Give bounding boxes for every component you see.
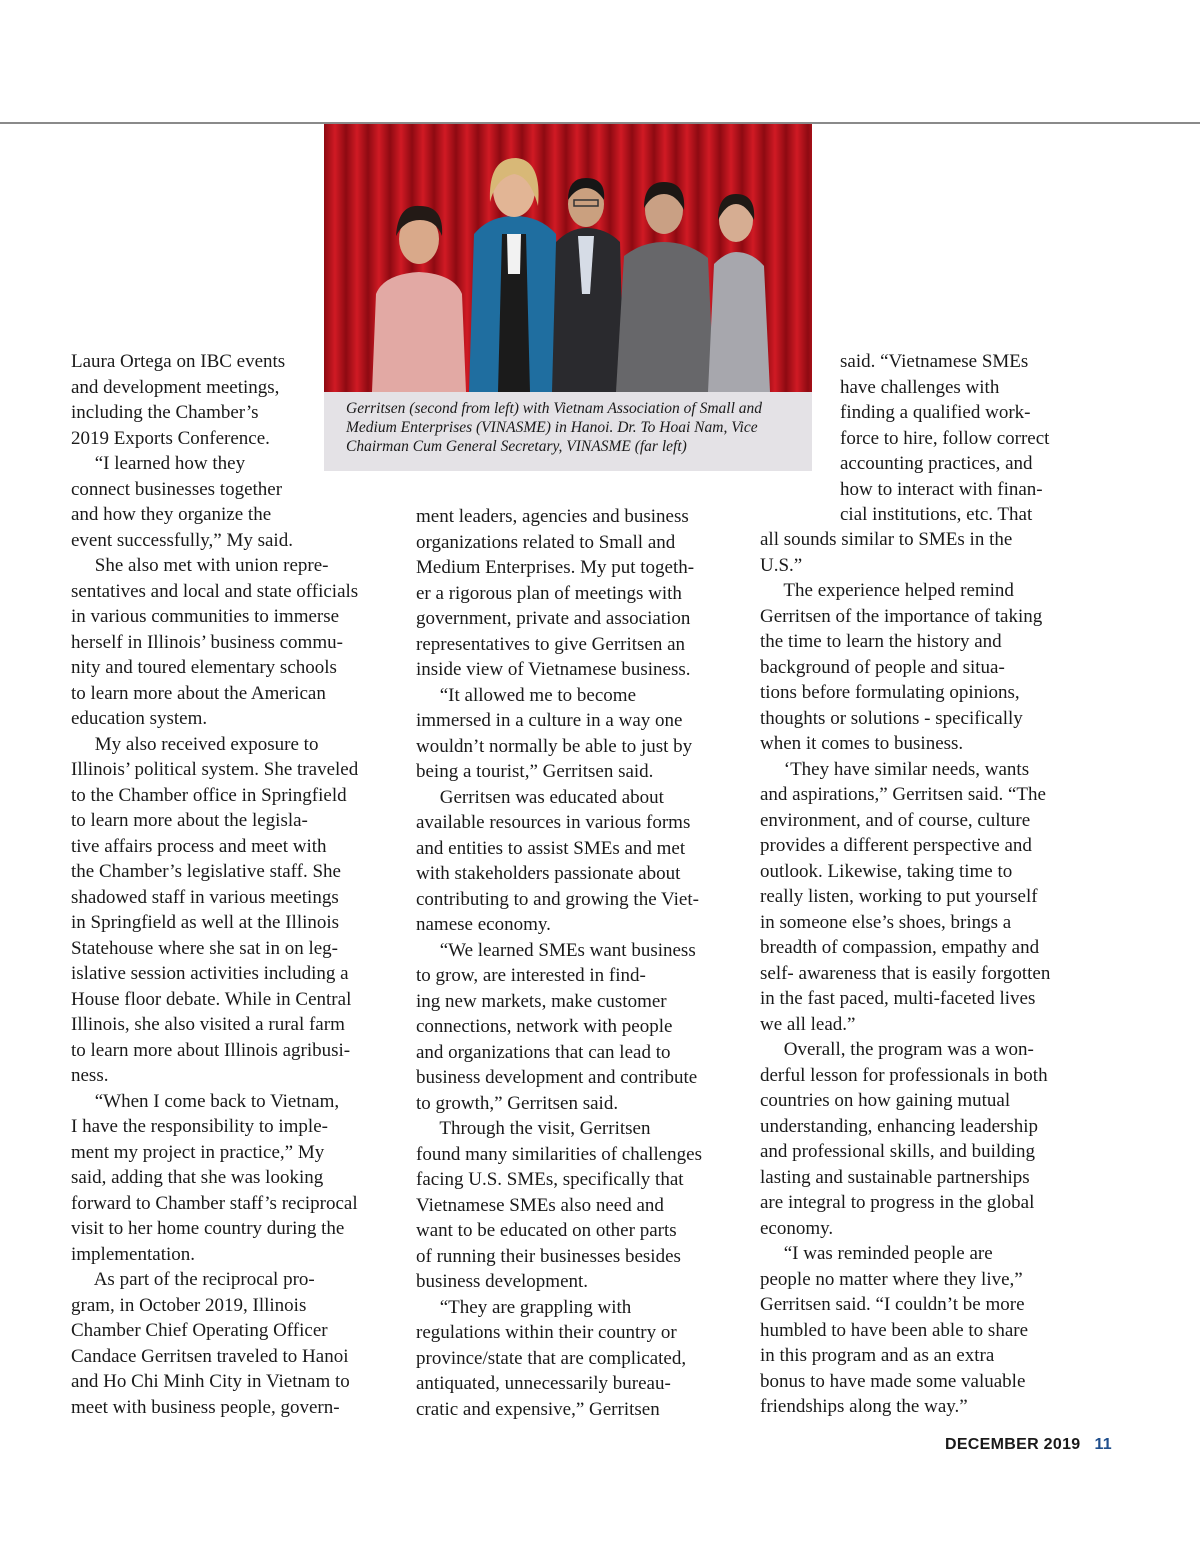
- text-line: gram, in October 2019, Illinois: [71, 1294, 307, 1316]
- text-line: tions before formulating opinions,: [760, 682, 1020, 703]
- text-line: in Springfield as well at the Illinois: [71, 912, 340, 933]
- text-line: implementation.: [71, 1243, 196, 1265]
- text-line: sentatives and local and state officials: [71, 580, 359, 602]
- text-line: how to interact with finan-: [840, 478, 1043, 500]
- text-line: outlook. Likewise, taking time to: [760, 860, 1013, 882]
- text-line: facing U.S. SMEs, specifically that: [416, 1169, 684, 1190]
- text-line: in someone else’s shoes, brings a: [760, 911, 1012, 933]
- text-line: we all lead.”: [760, 1013, 856, 1035]
- text-line: including the Chamber’s: [71, 402, 259, 423]
- text-line: in the fast paced, multi-faceted lives: [760, 988, 1036, 1009]
- text-line: background of people and situa-: [760, 656, 1005, 678]
- text-line: being a tourist,” Gerritsen said.: [416, 761, 654, 782]
- text-line: As part of the reciprocal pro-: [71, 1269, 315, 1290]
- issue-date: DECEMBER 2019: [944, 1436, 1081, 1453]
- text-line: “I learned how they: [71, 453, 246, 474]
- text-line: government, private and association: [416, 608, 691, 629]
- text-line: “They are grappling with: [416, 1296, 632, 1318]
- text-line: and organizations that can lead to: [416, 1041, 671, 1063]
- text-line: finding a qualified work-: [840, 402, 1031, 423]
- text-line: regulations within their country or: [416, 1322, 677, 1343]
- text-line: humbled to have been able to share: [760, 1319, 1029, 1341]
- text-line: herself in Illinois’ business commu-: [71, 631, 343, 653]
- text-line: and Ho Chi Minh City in Vietnam to: [71, 1371, 350, 1392]
- text-line: Candace Gerritsen traveled to Hanoi: [71, 1345, 349, 1367]
- text-line: said, adding that she was looking: [71, 1167, 324, 1188]
- text-line: derful lesson for professionals in both: [760, 1064, 1048, 1086]
- text-line: er a rigorous plan of meetings with: [416, 582, 682, 604]
- text-line: Gerritsen of the importance of taking: [760, 605, 1043, 627]
- text-line: bonus to have made some valuable: [760, 1370, 1026, 1392]
- text-line: inside view of Vietnamese business.: [416, 659, 691, 680]
- article-column-left: [71, 349, 358, 1420]
- text-line: self- awareness that is easily forgotten: [760, 962, 1051, 984]
- text-line: to learn more about Illinois agribusi-: [71, 1039, 351, 1061]
- text-line: connections, network with people: [416, 1016, 673, 1037]
- text-line: all sounds similar to SMEs in the: [760, 529, 1013, 550]
- text-line: Gerritsen was educated about: [416, 786, 664, 808]
- text-line: found many similarities of challenges: [416, 1143, 702, 1165]
- text-line: I have the responsibility to imple-: [71, 1116, 328, 1137]
- text-line: shadowed staff in various meetings: [71, 886, 339, 908]
- text-line: ment my project in practice,” My: [71, 1141, 325, 1163]
- text-line: wouldn’t normally be able to just by: [416, 735, 693, 757]
- text-line: Vietnamese SMEs also need and: [416, 1194, 664, 1216]
- text-line: said. “Vietnamese SMEs: [840, 351, 1029, 372]
- text-line: meet with business people, govern-: [71, 1396, 340, 1418]
- text-line: province/state that are complicated,: [416, 1347, 687, 1369]
- text-line: representatives to give Gerritsen an: [416, 633, 686, 655]
- text-line: Illinois, she also visited a rural farm: [71, 1014, 345, 1035]
- text-line: Illinois’ political system. She traveled: [71, 759, 359, 780]
- text-line: in various communities to immerse: [71, 606, 340, 627]
- text-line: and aspirations,” Gerritsen said. “The: [760, 784, 1046, 805]
- page-number: 11: [1094, 1436, 1112, 1453]
- text-line: economy.: [760, 1217, 834, 1239]
- text-line: Chamber Chief Operating Officer: [71, 1320, 328, 1341]
- text-line: 2019 Exports Conference.: [71, 427, 270, 449]
- text-line: namese economy.: [416, 914, 551, 935]
- text-line: forward to Chamber staff’s reciprocal: [71, 1192, 358, 1214]
- text-line: House floor debate. While in Central: [71, 988, 352, 1010]
- text-line: countries on how gaining mutual: [760, 1090, 1011, 1111]
- text-line: breadth of compassion, empathy and: [760, 937, 1040, 958]
- text-line: environment, and of course, culture: [760, 809, 1031, 831]
- photo-figure: [324, 124, 812, 471]
- text-line: of running their businesses besides: [416, 1245, 681, 1267]
- text-line: thoughts or solutions - specifically: [760, 707, 1023, 729]
- text-line: tive affairs process and meet with: [71, 835, 327, 857]
- text-line: Statehouse where she sat in on leg-: [71, 937, 338, 959]
- text-line: in this program and as an extra: [760, 1345, 995, 1366]
- text-line: when it comes to business.: [760, 733, 964, 754]
- text-line: lasting and sustainable partnerships: [760, 1166, 1030, 1188]
- text-line: Medium Enterprises. My put togeth-: [416, 557, 695, 578]
- text-line: She also met with union repre-: [71, 555, 329, 576]
- text-line: business development.: [416, 1271, 589, 1292]
- text-line: “We learned SMEs want business: [416, 939, 696, 961]
- text-line: provides a different perspective and: [760, 835, 1032, 856]
- text-line: have challenges with: [840, 376, 1000, 398]
- text-line: antiquated, unnecessarily bureau-: [416, 1373, 671, 1394]
- text-line: understanding, enhancing leadership: [760, 1115, 1039, 1137]
- text-line: to learn more about the legisla-: [71, 810, 308, 831]
- article-column-right: [760, 527, 1050, 1420]
- text-line: cial institutions, etc. That: [840, 504, 1033, 525]
- text-line: and development meetings,: [71, 376, 280, 398]
- text-line: really listen, working to put yourself: [760, 886, 1038, 907]
- text-line: force to hire, follow correct: [840, 427, 1050, 449]
- text-line: The experience helped remind: [760, 580, 1014, 601]
- text-line: cratic and expensive,” Gerritsen: [416, 1398, 660, 1420]
- text-line: Laura Ortega on IBC events: [71, 351, 286, 372]
- text-line: and professional skills, and building: [760, 1141, 1035, 1162]
- photo-caption: Gerritsen (second from left) with Vietnam Association of Small and Medium Enterprises (VINASME) in Hanoi. Dr. To Hoai Nam, Vice Chairman Cum General Secretary, VINASME (far left): [346, 400, 763, 455]
- text-line: to the Chamber office in Springfield: [71, 784, 347, 806]
- group-photo: [324, 124, 812, 392]
- text-line: to grow, are interested in find-: [416, 965, 646, 986]
- text-line: My also received exposure to: [71, 733, 319, 755]
- text-line: “It allowed me to become: [416, 684, 637, 706]
- article-column-right-top: [840, 349, 1049, 528]
- text-line: Through the visit, Gerritsen: [416, 1118, 651, 1139]
- text-line: islative session activities including a: [71, 963, 349, 984]
- text-line: the time to learn the history and: [760, 631, 1002, 652]
- text-line: visit to her home country during the: [71, 1218, 345, 1239]
- text-line: and how they organize the: [71, 504, 272, 525]
- text-line: with stakeholders passionate about: [416, 863, 681, 884]
- text-line: Overall, the program was a won-: [760, 1039, 1034, 1060]
- text-line: available resources in various forms: [416, 812, 691, 833]
- text-line: education system.: [71, 708, 208, 729]
- text-line: immersed in a culture in a way one: [416, 710, 683, 731]
- text-line: to learn more about the American: [71, 682, 326, 704]
- text-line: U.S.”: [760, 554, 803, 576]
- text-line: the Chamber’s legislative staff. She: [71, 861, 341, 882]
- text-line: want to be educated on other parts: [416, 1220, 677, 1241]
- text-line: business development and contribute: [416, 1067, 698, 1088]
- text-line: to growth,” Gerritsen said.: [416, 1092, 619, 1114]
- text-line: accounting practices, and: [840, 453, 1033, 474]
- text-line: ing new markets, make customer: [416, 990, 667, 1012]
- text-line: and entities to assist SMEs and met: [416, 837, 686, 859]
- text-line: organizations related to Small and: [416, 531, 676, 553]
- text-line: “When I come back to Vietnam,: [71, 1090, 340, 1112]
- text-line: ness.: [71, 1065, 109, 1086]
- text-line: are integral to progress in the global: [760, 1192, 1035, 1213]
- text-line: connect businesses together: [71, 478, 283, 500]
- text-line: ment leaders, agencies and business: [416, 506, 689, 527]
- text-line: friendships along the way.”: [760, 1396, 968, 1417]
- text-line: Gerritsen said. “I couldn’t be more: [760, 1294, 1025, 1315]
- text-line: “I was reminded people are: [760, 1243, 993, 1264]
- text-line: people no matter where they live,”: [760, 1268, 1023, 1290]
- page-footer: [945, 1436, 1112, 1454]
- text-line: ‘They have similar needs, wants: [760, 758, 1030, 780]
- text-line: contributing to and growing the Viet-: [416, 888, 699, 910]
- article-column-middle: [416, 504, 702, 1422]
- text-line: event successfully,” My said.: [71, 529, 293, 551]
- text-line: nity and toured elementary schools: [71, 657, 337, 678]
